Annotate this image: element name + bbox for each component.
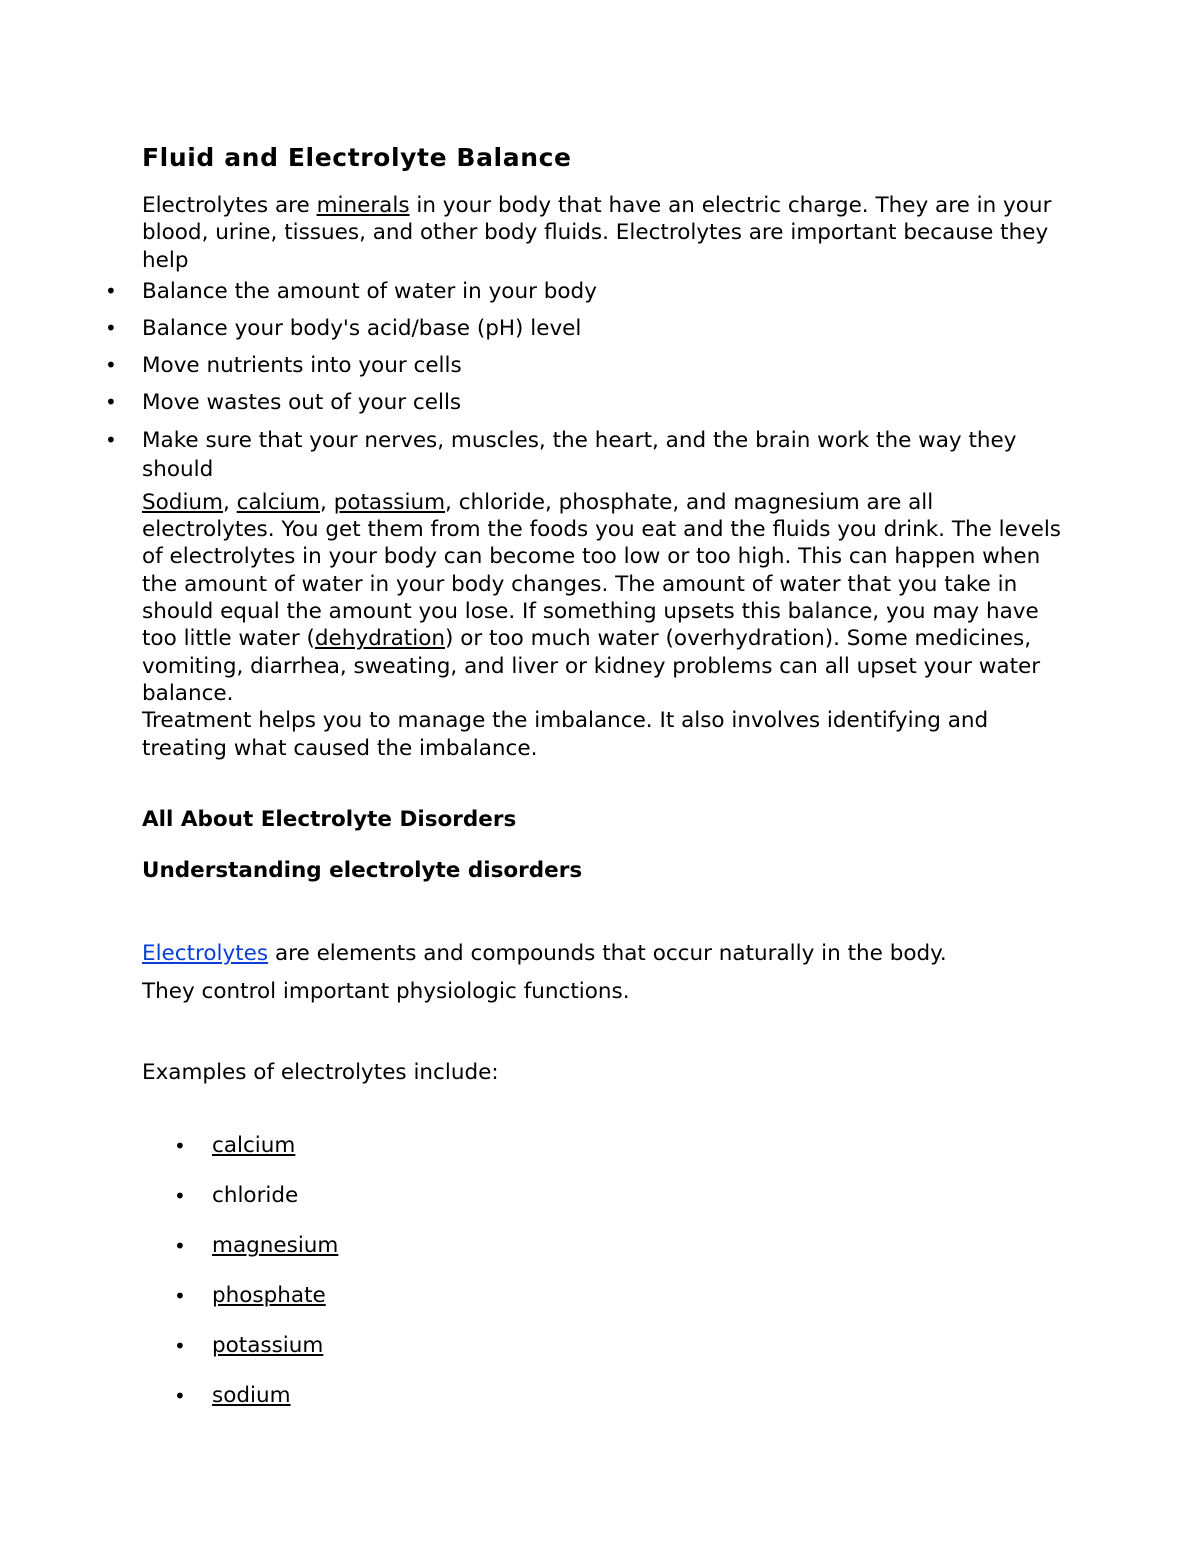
- list-item: [174, 1182, 1072, 1232]
- paragraph-text-2: ) or too much water (overhydration). Some medicines, vomiting, diarrhea, sweating, and liver or kidney problems can all upset your water balance.: [142, 626, 1041, 706]
- bullet-icon: •: [105, 278, 117, 303]
- bullet-icon: •: [174, 1284, 186, 1309]
- example-sodium-link[interactable]: sodium: [212, 1383, 291, 1409]
- bullet-text: Balance the amount of water in your body: [142, 278, 597, 304]
- list-item: [174, 1282, 1072, 1332]
- bullet-icon: •: [105, 315, 117, 340]
- example-potassium-link[interactable]: potassium: [212, 1333, 324, 1359]
- list-item: [105, 426, 1072, 484]
- bullet-text: Make sure that your nerves, muscles, the heart, and the brain work the way they should: [142, 427, 1017, 482]
- example-calcium-link[interactable]: calcium: [212, 1133, 296, 1159]
- bullet-icon: •: [105, 389, 117, 414]
- section-heading-understanding: Understanding electrolyte disorders: [142, 857, 583, 883]
- list-item: [174, 1332, 1072, 1382]
- electrolytes-link[interactable]: Electrolytes: [142, 940, 269, 966]
- sodium-link[interactable]: Sodium: [142, 489, 223, 515]
- list-item: [105, 351, 1072, 380]
- section-heading-all-about: All About Electrolyte Disorders: [142, 806, 517, 832]
- calcium-link[interactable]: calcium: [236, 489, 321, 515]
- list-item: [105, 314, 1072, 343]
- example-magnesium-link[interactable]: magnesium: [212, 1233, 339, 1259]
- bullet-text: Move wastes out of your cells: [142, 389, 462, 415]
- minerals-link[interactable]: minerals: [316, 193, 410, 218]
- example-phosphate-link[interactable]: phosphate: [212, 1283, 326, 1309]
- bullet-icon: •: [174, 1234, 186, 1259]
- examples-intro: Examples of electrolytes include:: [142, 1059, 499, 1085]
- bullet-text: Move nutrients into your cells: [142, 352, 462, 378]
- electrolytes-balance-paragraph: [142, 489, 1072, 707]
- potassium-link[interactable]: potassium: [333, 489, 446, 515]
- list-item: [105, 277, 1072, 306]
- intro-text-1: Electrolytes are: [142, 193, 317, 218]
- definition-text: are elements and compounds that occur naturally in the body.: [268, 940, 947, 966]
- dehydration-link[interactable]: dehydration: [314, 626, 445, 652]
- example-chloride: chloride: [212, 1183, 299, 1209]
- treatment-paragraph: Treatment helps you to manage the imbalance. It also involves identifying and treating what caused the imbalance.: [142, 708, 989, 761]
- bullet-icon: •: [174, 1134, 186, 1159]
- list-item: [174, 1382, 1072, 1432]
- definition-text-line2: They control important physiologic functions.: [142, 978, 630, 1004]
- separator: ,: [223, 489, 237, 515]
- separator: ,: [320, 489, 334, 515]
- intro-paragraph: [142, 192, 1072, 274]
- list-item: [174, 1132, 1072, 1182]
- intro-text-2: in your body that have an electric charge. They are in your blood, urine, tissues, and other body fluids. Electrolytes are important because they help: [142, 193, 1052, 273]
- bullet-icon: •: [105, 427, 117, 452]
- bullet-icon: •: [174, 1184, 186, 1209]
- bullet-text: Balance your body's acid/base (pH) level: [142, 315, 582, 341]
- bullet-icon: •: [105, 352, 117, 377]
- list-item: [105, 388, 1072, 417]
- paragraph-text-1: , chloride, phosphate, and magnesium are all electrolytes. You get them from the foods you eat and the fluids you drink. The levels of electrolytes in your body can become too low or too high. This can happen when the amount of water in your body changes. The amount of water that you take in should equal the amount you lose. If something upsets this balance, you may have too little water (: [142, 489, 1061, 652]
- examples-list: [142, 1132, 1072, 1432]
- bullet-icon: •: [174, 1384, 186, 1409]
- page-title: Fluid and Electrolyte Balance: [142, 143, 572, 172]
- list-item: [174, 1232, 1072, 1282]
- bullet-icon: •: [174, 1334, 186, 1359]
- document-content: [105, 143, 1072, 1432]
- help-bullet-list: [105, 277, 1072, 484]
- electrolytes-definition-paragraph: [142, 935, 1072, 1011]
